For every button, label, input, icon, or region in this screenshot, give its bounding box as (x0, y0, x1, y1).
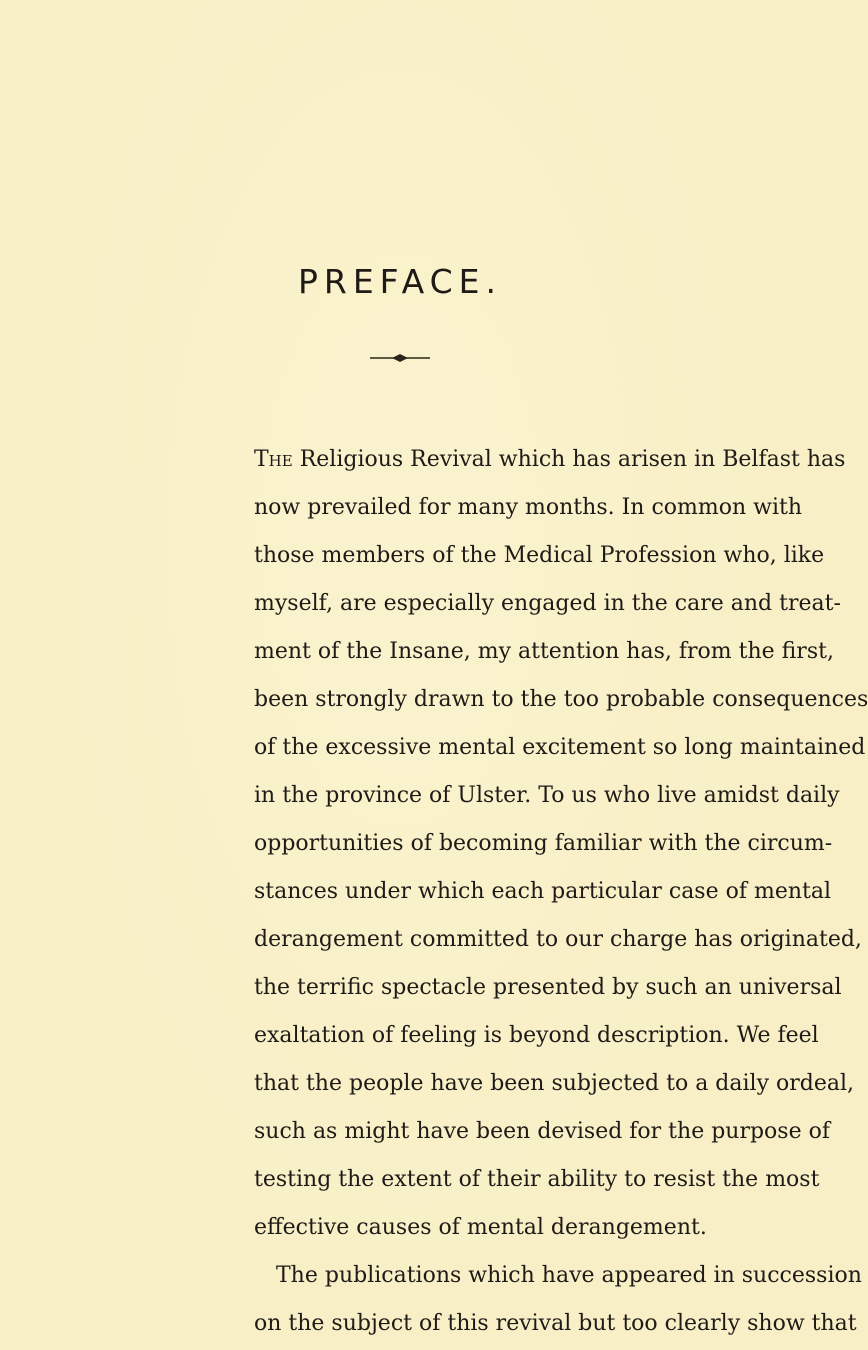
text-line-17: effective causes of mental derangement. (254, 1215, 707, 1240)
text-line-19: on the subject of this revival but too clearly show that (254, 1311, 857, 1336)
text-line-18: The publications which have appeared in succession (276, 1263, 862, 1288)
preface-heading: PREFACE. (297, 262, 502, 301)
text-line-11: derangement committed to our charge has originated, (254, 927, 862, 952)
text-line-3: those members of the Medical Profession who, like (254, 543, 825, 568)
text-line-15: such as might have been devised for the purpose of (254, 1119, 830, 1144)
text-line-1: The Religious Revival which has arisen in Belfast has (254, 447, 846, 472)
text-line-7: of the excessive mental excitement so long maintained (254, 735, 866, 760)
text-line-12: the terrific spectacle presented by such an universal (254, 975, 842, 1000)
text-line-9: opportunities of becoming familiar with the circum- (254, 831, 833, 856)
text-line-5: ment of the Insane, my attention has, from the first, (254, 639, 834, 664)
text-line-2: now prevailed for many months. In common with (254, 495, 803, 520)
divider-ornament (368, 353, 432, 363)
text-line-8: in the province of Ulster. To us who live amidst daily (254, 783, 840, 808)
text-line-10: stances under which each particular case of mental (254, 879, 832, 904)
text-line-13: exaltation of feeling is beyond description. We feel (254, 1023, 819, 1048)
text-line-16: testing the extent of their ability to resist the most (254, 1167, 820, 1192)
text-line-6: been strongly drawn to the too probable consequences (254, 687, 868, 712)
text-line-14: that the people have been subjected to a daily ordeal, (254, 1071, 855, 1096)
opening-word: The (254, 447, 293, 472)
text-line-4: myself, are especially engaged in the care and treat- (254, 591, 841, 616)
